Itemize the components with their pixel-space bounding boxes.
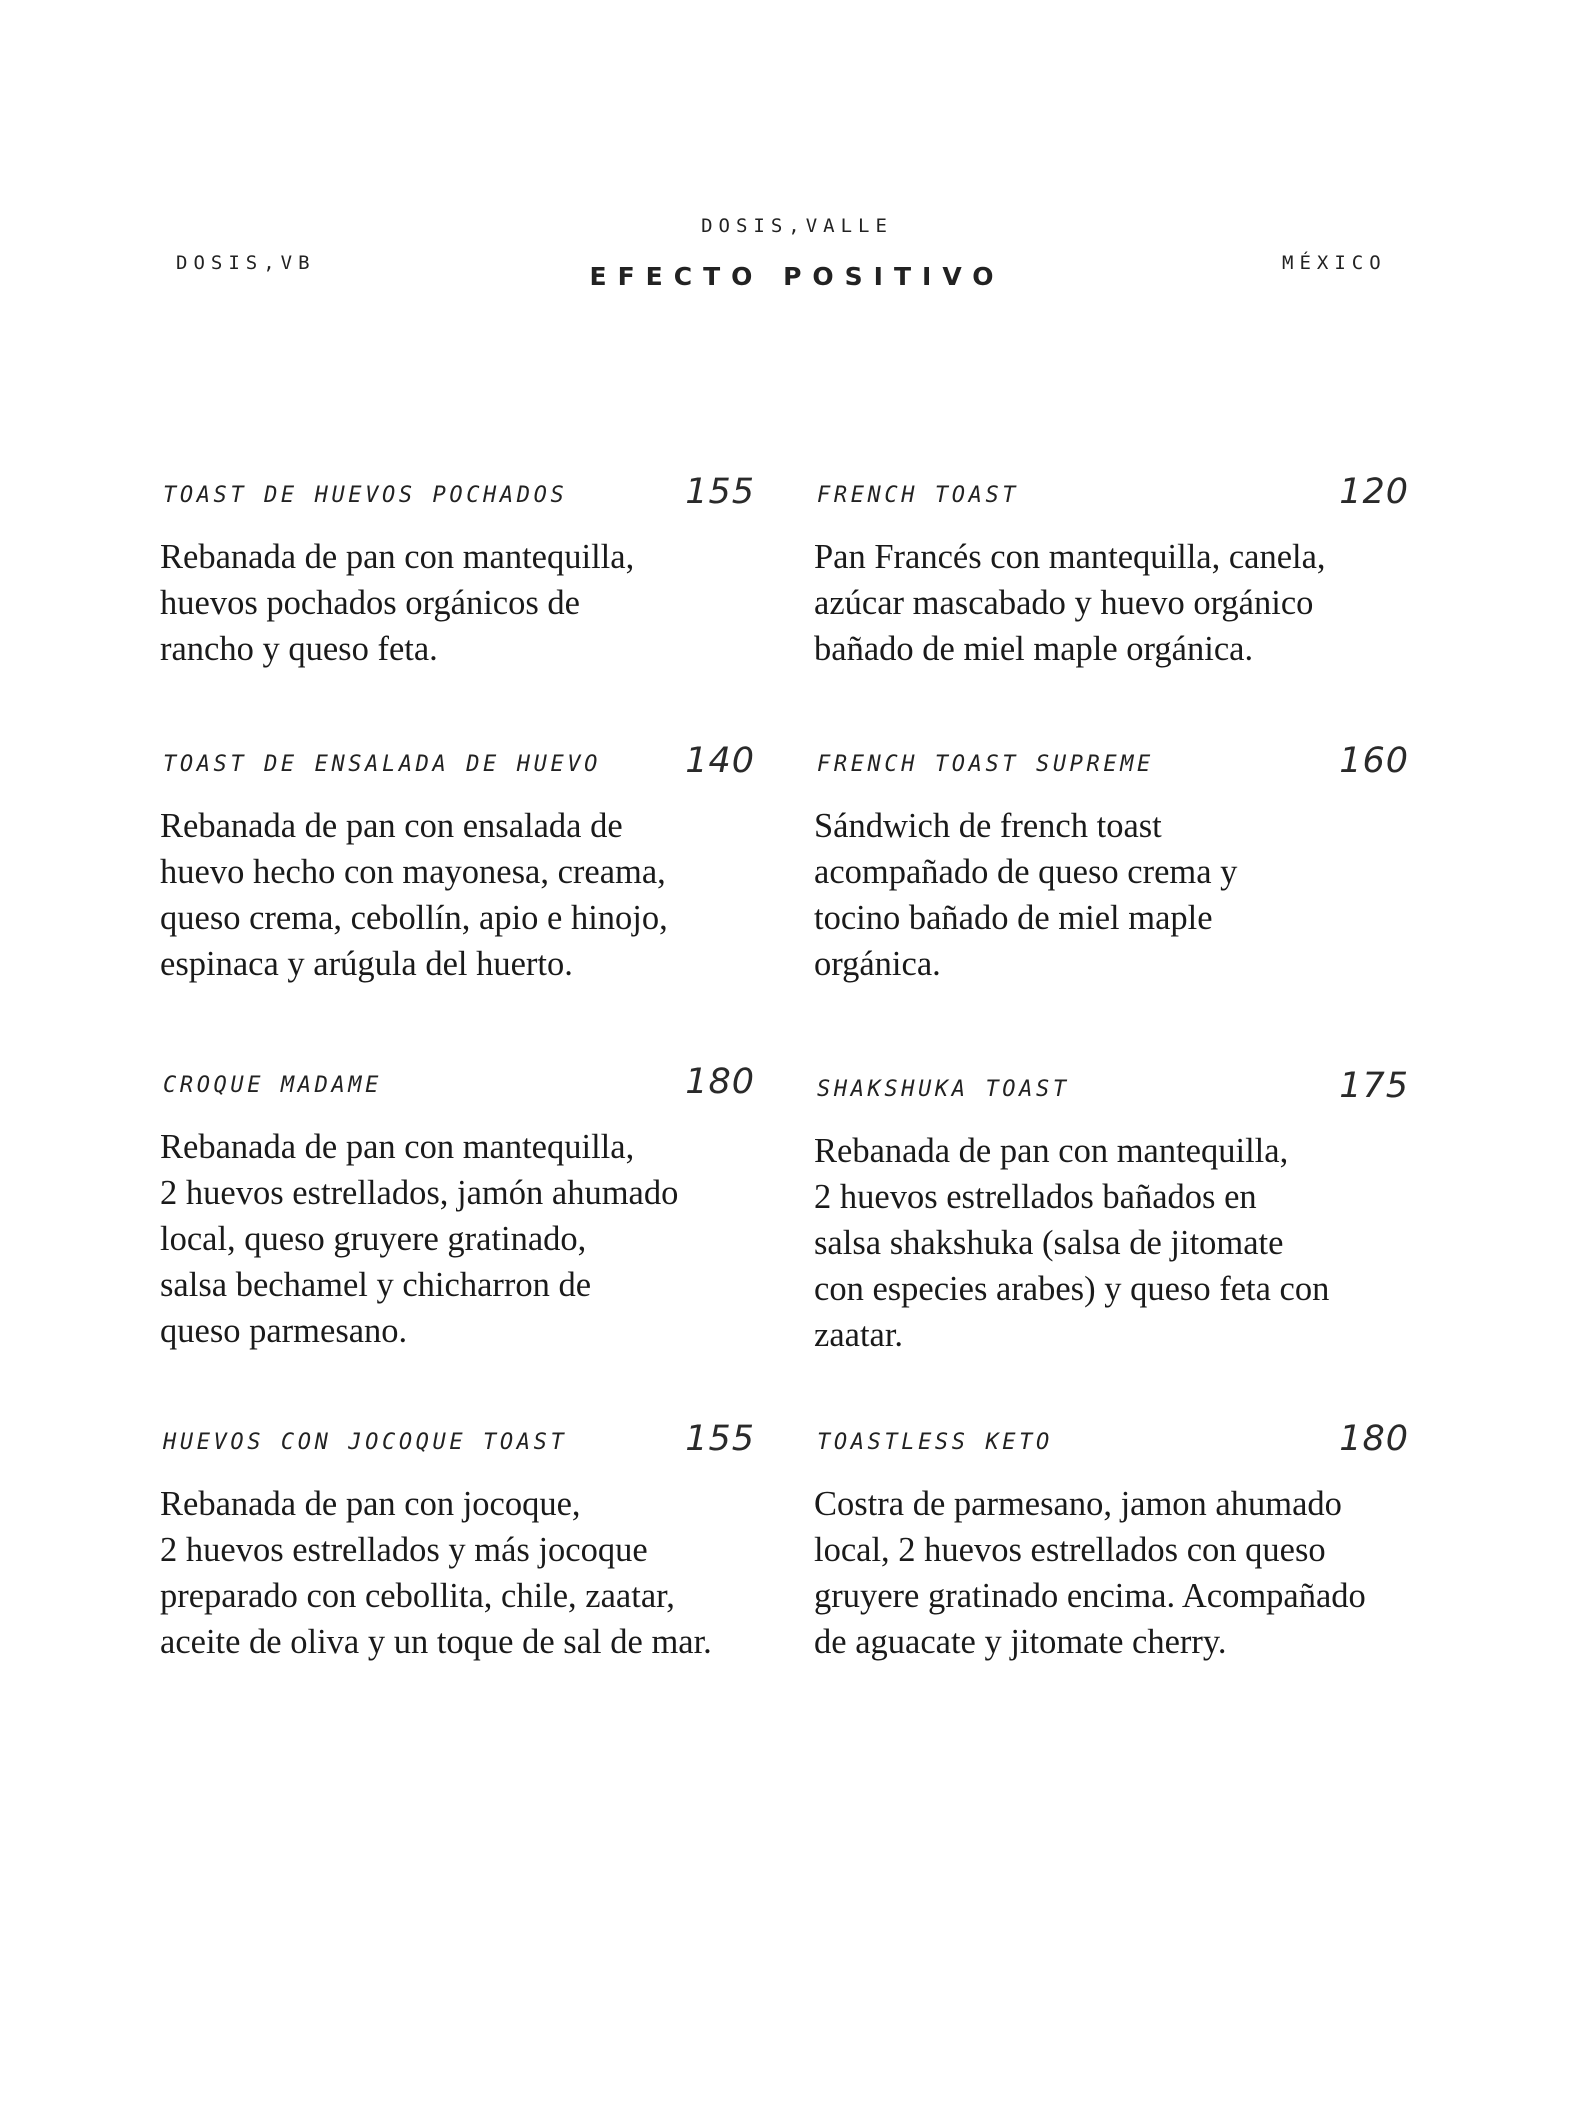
description-line: Pan Francés con mantequilla, canela, bbox=[814, 538, 1326, 576]
description-line: preparado con cebollita, chile, zaatar, bbox=[160, 1577, 675, 1615]
menu-item-name: FRENCH TOAST bbox=[817, 483, 1020, 508]
description-line: orgánica. bbox=[814, 945, 941, 983]
brand-top: DOSIS,VALLE bbox=[701, 215, 893, 237]
menu-item-description bbox=[814, 1128, 1409, 1358]
description-line: azúcar mascabado y huevo orgánico bbox=[814, 584, 1314, 622]
description-line: huevos pochados orgánicos de bbox=[160, 584, 580, 622]
description-line: Costra de parmesano, jamon ahumado bbox=[814, 1485, 1342, 1523]
description-line: queso crema, cebollín, apio e hinojo, bbox=[160, 899, 668, 937]
description-line: local, 2 huevos estrellados con queso bbox=[814, 1531, 1326, 1569]
menu-item-price: 120 bbox=[1339, 472, 1409, 512]
description-line: zaatar. bbox=[814, 1316, 904, 1354]
menu-item-price: 180 bbox=[1339, 1419, 1409, 1459]
menu-item-description bbox=[160, 803, 755, 987]
description-line: Rebanada de pan con mantequilla, bbox=[814, 1132, 1289, 1170]
description-line: acompañado de queso crema y bbox=[814, 853, 1238, 891]
menu-item-price: 155 bbox=[685, 472, 755, 512]
menu-item bbox=[814, 1062, 1409, 1358]
menu-item bbox=[160, 1415, 755, 1665]
menu-item-description bbox=[814, 803, 1409, 987]
menu-item-name: CROQUE MADAME bbox=[163, 1073, 382, 1098]
menu-item bbox=[814, 468, 1409, 672]
description-line: Rebanada de pan con ensalada de bbox=[160, 807, 623, 845]
description-line: bañado de miel maple orgánica. bbox=[814, 630, 1254, 668]
menu-item-description bbox=[814, 534, 1409, 672]
description-line: local, queso gruyere gratinado, bbox=[160, 1220, 587, 1258]
menu-item bbox=[160, 1058, 755, 1354]
menu-item-name: TOAST DE ENSALADA DE HUEVO bbox=[163, 752, 601, 777]
menu-item-price: 175 bbox=[1339, 1066, 1409, 1106]
menu-item bbox=[814, 1415, 1409, 1665]
description-line: gruyere gratinado encima. Acompañado bbox=[814, 1577, 1366, 1615]
menu-item-description bbox=[160, 1481, 755, 1665]
menu-item-description bbox=[160, 1124, 755, 1354]
menu-item-price: 155 bbox=[685, 1419, 755, 1459]
description-line: huevo hecho con mayonesa, creama, bbox=[160, 853, 666, 891]
menu-item-name: TOAST DE HUEVOS POCHADOS bbox=[163, 483, 568, 508]
description-line: de aguacate y jitomate cherry. bbox=[814, 1623, 1227, 1661]
description-line: 2 huevos estrellados y más jocoque bbox=[160, 1531, 648, 1569]
description-line: con especies arabes) y queso feta con bbox=[814, 1270, 1330, 1308]
brand-left: DOSIS,VB bbox=[176, 252, 316, 274]
description-line: tocino bañado de miel maple bbox=[814, 899, 1213, 937]
brand-right: MÉXICO bbox=[1282, 252, 1387, 274]
menu-item-description bbox=[814, 1481, 1409, 1665]
menu-item-name: TOASTLESS KETO bbox=[817, 1430, 1053, 1455]
menu-item-name: SHAKSHUKA TOAST bbox=[817, 1077, 1070, 1102]
description-line: 2 huevos estrellados bañados en bbox=[814, 1178, 1257, 1216]
description-line: Rebanada de pan con mantequilla, bbox=[160, 538, 635, 576]
page-title: EFECTO POSITIVO bbox=[589, 262, 1005, 291]
description-line: Sándwich de french toast bbox=[814, 807, 1162, 845]
menu-item bbox=[160, 468, 755, 672]
description-line: Rebanada de pan con mantequilla, bbox=[160, 1128, 635, 1166]
menu-item bbox=[160, 737, 755, 987]
description-line: salsa bechamel y chicharron de bbox=[160, 1266, 592, 1304]
menu-item-name: FRENCH TOAST SUPREME bbox=[817, 752, 1154, 777]
description-line: 2 huevos estrellados, jamón ahumado bbox=[160, 1174, 679, 1212]
menu-item-price: 140 bbox=[685, 741, 755, 781]
description-line: Rebanada de pan con jocoque, bbox=[160, 1485, 581, 1523]
menu-item-name: HUEVOS CON JOCOQUE TOAST bbox=[163, 1430, 568, 1455]
description-line: aceite de oliva y un toque de sal de mar. bbox=[160, 1623, 712, 1661]
menu-item-price: 180 bbox=[685, 1062, 755, 1102]
menu-item-description bbox=[160, 534, 755, 672]
menu-item bbox=[814, 737, 1409, 987]
description-line: salsa shakshuka (salsa de jitomate bbox=[814, 1224, 1284, 1262]
description-line: queso parmesano. bbox=[160, 1312, 408, 1350]
description-line: espinaca y arúgula del huerto. bbox=[160, 945, 573, 983]
menu-item-price: 160 bbox=[1339, 741, 1409, 781]
description-line: rancho y queso feta. bbox=[160, 630, 438, 668]
